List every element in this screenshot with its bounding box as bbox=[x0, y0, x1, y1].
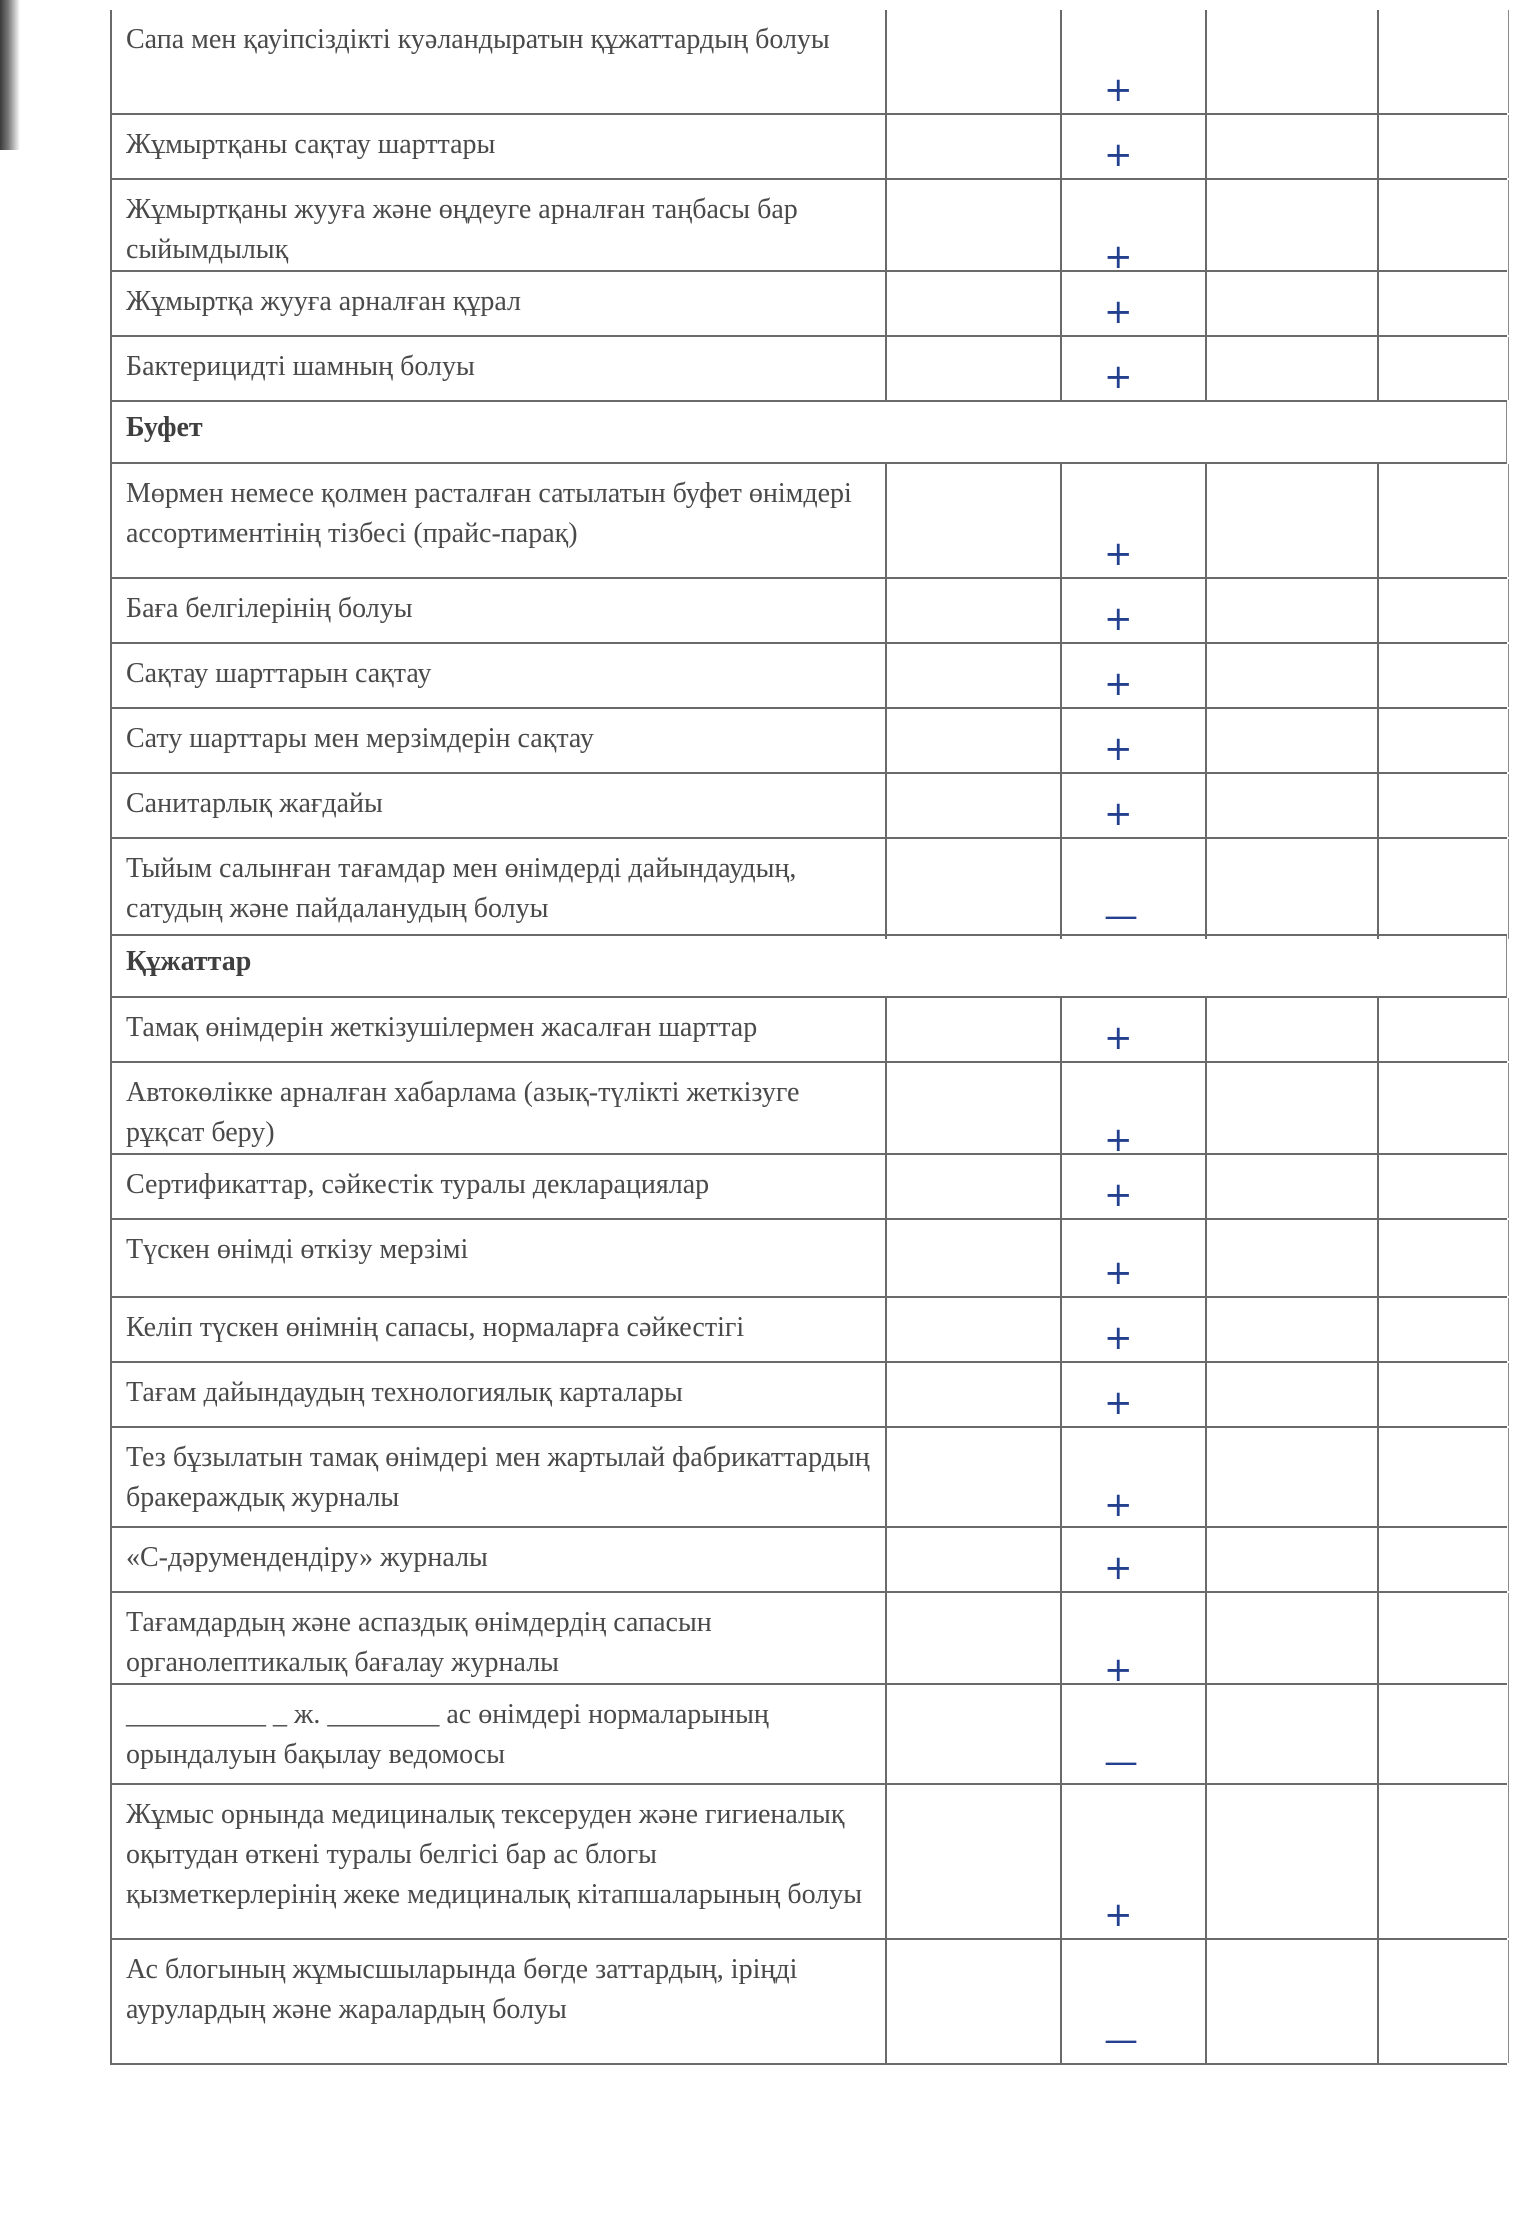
item-text: Келіп түскен өнімнің сапасы, нормаларға сәйкестігі bbox=[126, 1312, 745, 1343]
item-text: Тез бұзылатын тамақ өнімдері мен жартылай фабрикаттардың бракераждық журналы bbox=[126, 1442, 870, 1513]
empty-cell bbox=[1377, 1155, 1509, 1218]
empty-cell bbox=[1377, 1685, 1509, 1785]
empty-cell bbox=[885, 1363, 1060, 1426]
table-row bbox=[110, 1298, 1507, 1363]
table-row bbox=[110, 709, 1507, 774]
empty-cell bbox=[1377, 1940, 1509, 2063]
table-row bbox=[110, 839, 1507, 936]
section-heading: Буфет bbox=[110, 402, 1507, 464]
check-plus-mark: + bbox=[1104, 70, 1133, 110]
empty-cell bbox=[1377, 10, 1509, 113]
handwritten-mark-cell bbox=[1060, 644, 1205, 707]
empty-cell bbox=[885, 1220, 1060, 1296]
empty-cell bbox=[1377, 1428, 1509, 1528]
table-row bbox=[110, 998, 1507, 1063]
empty-cell bbox=[885, 1785, 1060, 1938]
empty-cell bbox=[1205, 1428, 1377, 1528]
empty-cell bbox=[1205, 1220, 1377, 1296]
check-plus-mark: + bbox=[1104, 1650, 1133, 1690]
handwritten-mark-cell bbox=[1060, 1298, 1205, 1361]
table-row bbox=[110, 1685, 1507, 1785]
empty-cell bbox=[885, 1063, 1060, 1163]
item-text: Жұмыртқаны жууға және өңдеуге арналған таңбасы бар сыйымдылық bbox=[126, 194, 798, 265]
empty-cell bbox=[1205, 1155, 1377, 1218]
table-row bbox=[110, 337, 1507, 402]
empty-cell bbox=[885, 464, 1060, 577]
empty-cell bbox=[1377, 180, 1509, 280]
check-plus-mark: + bbox=[1104, 237, 1133, 277]
empty-cell bbox=[1377, 115, 1509, 178]
empty-cell bbox=[1377, 644, 1509, 707]
dash-mark: — bbox=[1104, 2020, 1138, 2060]
empty-cell bbox=[1205, 839, 1377, 939]
empty-cell bbox=[885, 1593, 1060, 1693]
empty-cell bbox=[1377, 272, 1509, 335]
item-text: «С-дәрумендендіру» журналы bbox=[126, 1542, 488, 1573]
check-plus-mark: + bbox=[1104, 292, 1133, 332]
empty-cell bbox=[885, 1428, 1060, 1528]
item-text: __________ _ ж. ________ ас өнімдері нормаларының орындалуын бақылау ведомосы bbox=[126, 1699, 769, 1770]
empty-cell bbox=[1205, 1528, 1377, 1591]
handwritten-mark-cell bbox=[1060, 839, 1205, 939]
table-row bbox=[110, 272, 1507, 337]
item-text: Сақтау шарттарын сақтау bbox=[126, 658, 432, 689]
handwritten-mark-cell bbox=[1060, 1428, 1205, 1528]
empty-cell bbox=[1205, 644, 1377, 707]
empty-cell bbox=[1377, 998, 1509, 1061]
item-text: Тағамдардың және аспаздық өнімдердің сапасын органолептикалық бағалау журналы bbox=[126, 1607, 712, 1678]
empty-cell bbox=[1205, 1685, 1377, 1785]
empty-cell bbox=[1377, 1363, 1509, 1426]
handwritten-mark-cell bbox=[1060, 1363, 1205, 1426]
empty-cell bbox=[1377, 1593, 1509, 1693]
item-text: Түскен өнімді өткізу мерзімі bbox=[126, 1234, 469, 1265]
handwritten-mark-cell bbox=[1060, 1220, 1205, 1296]
section-heading: Құжаттар bbox=[110, 936, 1507, 998]
item-text: Бактерицидті шамның болуы bbox=[126, 351, 475, 382]
handwritten-mark-cell bbox=[1060, 579, 1205, 642]
empty-cell bbox=[885, 1155, 1060, 1218]
check-plus-mark: + bbox=[1104, 1318, 1133, 1358]
dash-mark: — bbox=[1104, 896, 1138, 936]
empty-cell bbox=[885, 998, 1060, 1061]
empty-cell bbox=[1205, 180, 1377, 280]
checklist-table bbox=[110, 10, 1507, 2065]
table-row bbox=[110, 1528, 1507, 1593]
item-text: Сапа мен қауіпсіздікті куәландыратын құжаттардың болуы bbox=[126, 24, 830, 55]
check-plus-mark: + bbox=[1104, 1485, 1133, 1525]
empty-cell bbox=[1377, 709, 1509, 772]
check-plus-mark: + bbox=[1104, 794, 1133, 834]
dash-mark: — bbox=[1104, 1742, 1138, 1782]
check-plus-mark: + bbox=[1104, 599, 1133, 639]
empty-cell bbox=[885, 180, 1060, 280]
empty-cell bbox=[1377, 464, 1509, 577]
handwritten-mark-cell bbox=[1060, 1785, 1205, 1938]
item-text: Тамақ өнімдерін жеткізушілермен жасалған шарттар bbox=[126, 1012, 758, 1043]
check-plus-mark: + bbox=[1104, 1120, 1133, 1160]
table-row bbox=[110, 1785, 1507, 1940]
item-text: Мөрмен немесе қолмен расталған сатылатын буфет өнімдері ассортиментінің тізбесі (прайс-парақ) bbox=[126, 478, 852, 549]
handwritten-mark-cell bbox=[1060, 115, 1205, 178]
empty-cell bbox=[1377, 1785, 1509, 1938]
table-row bbox=[110, 644, 1507, 709]
empty-cell bbox=[885, 709, 1060, 772]
table-row bbox=[110, 1428, 1507, 1528]
check-plus-mark: + bbox=[1104, 135, 1133, 175]
handwritten-mark-cell bbox=[1060, 1063, 1205, 1163]
table-row bbox=[110, 774, 1507, 839]
handwritten-mark-cell bbox=[1060, 1528, 1205, 1591]
empty-cell bbox=[885, 579, 1060, 642]
item-text: Ас блогының жұмысшыларында бөгде заттардың, іріңді аурулардың және жаралардың болуы bbox=[126, 1954, 798, 2025]
item-text: Баға белгілерінің болуы bbox=[126, 593, 413, 624]
empty-cell bbox=[1377, 337, 1509, 400]
empty-cell bbox=[885, 774, 1060, 837]
empty-cell bbox=[885, 10, 1060, 113]
table-row bbox=[110, 115, 1507, 180]
table-row bbox=[110, 579, 1507, 644]
empty-cell bbox=[885, 1940, 1060, 2063]
table-row bbox=[110, 1940, 1507, 2065]
item-text: Сертификаттар, сәйкестік туралы декларациялар bbox=[126, 1169, 710, 1200]
handwritten-mark-cell bbox=[1060, 774, 1205, 837]
empty-cell bbox=[885, 644, 1060, 707]
table-row bbox=[110, 464, 1507, 579]
handwritten-mark-cell bbox=[1060, 1155, 1205, 1218]
check-plus-mark: + bbox=[1104, 1253, 1133, 1293]
empty-cell bbox=[885, 115, 1060, 178]
empty-cell bbox=[1205, 709, 1377, 772]
empty-cell bbox=[1205, 464, 1377, 577]
empty-cell bbox=[1205, 1593, 1377, 1693]
handwritten-mark-cell bbox=[1060, 272, 1205, 335]
handwritten-mark-cell bbox=[1060, 1593, 1205, 1693]
empty-cell bbox=[1205, 115, 1377, 178]
scan-edge-shadow bbox=[0, 0, 20, 150]
empty-cell bbox=[885, 1685, 1060, 1785]
check-plus-mark: + bbox=[1104, 664, 1133, 704]
empty-cell bbox=[885, 839, 1060, 939]
item-text: Тағам дайындаудың технологиялық карталары bbox=[126, 1377, 683, 1408]
handwritten-mark-cell bbox=[1060, 1940, 1205, 2063]
empty-cell bbox=[1377, 579, 1509, 642]
empty-cell bbox=[1205, 337, 1377, 400]
empty-cell bbox=[1377, 1220, 1509, 1296]
empty-cell bbox=[1205, 579, 1377, 642]
handwritten-mark-cell bbox=[1060, 180, 1205, 280]
check-plus-mark: + bbox=[1104, 1018, 1133, 1058]
empty-cell bbox=[1377, 1298, 1509, 1361]
empty-cell bbox=[885, 337, 1060, 400]
table-row bbox=[110, 1220, 1507, 1298]
item-text: Жұмыртқаны сақтау шарттары bbox=[126, 129, 496, 160]
handwritten-mark-cell bbox=[1060, 1685, 1205, 1785]
empty-cell bbox=[1205, 1063, 1377, 1163]
check-plus-mark: + bbox=[1104, 534, 1133, 574]
table-row bbox=[110, 1063, 1507, 1160]
item-text: Санитарлық жағдайы bbox=[126, 788, 383, 819]
empty-cell bbox=[1205, 10, 1377, 113]
empty-cell bbox=[1205, 998, 1377, 1061]
check-plus-mark: + bbox=[1104, 1548, 1133, 1588]
empty-cell bbox=[1205, 272, 1377, 335]
item-text: Сату шарттары мен мерзімдерін сақтау bbox=[126, 723, 594, 754]
table-row bbox=[110, 1155, 1507, 1220]
item-text: Автокөлікке арналған хабарлама (азық-түлікті жеткізуге рұқсат беру) bbox=[126, 1077, 800, 1148]
empty-cell bbox=[1205, 1298, 1377, 1361]
check-plus-mark: + bbox=[1104, 1895, 1133, 1935]
check-plus-mark: + bbox=[1104, 729, 1133, 769]
handwritten-mark-cell bbox=[1060, 337, 1205, 400]
handwritten-mark-cell bbox=[1060, 464, 1205, 577]
empty-cell bbox=[1377, 839, 1509, 939]
table-row bbox=[110, 1363, 1507, 1428]
check-plus-mark: + bbox=[1104, 1175, 1133, 1215]
handwritten-mark-cell bbox=[1060, 998, 1205, 1061]
table-row bbox=[110, 180, 1507, 277]
empty-cell bbox=[885, 1298, 1060, 1361]
check-plus-mark: + bbox=[1104, 1383, 1133, 1423]
empty-cell bbox=[885, 1528, 1060, 1591]
item-text: Жұмыртқа жууға арналған құрал bbox=[126, 286, 521, 317]
item-text: Тыйым салынған тағамдар мен өнімдерді дайындаудың, сатудың және пайдаланудың болуы bbox=[126, 853, 797, 924]
empty-cell bbox=[885, 272, 1060, 335]
empty-cell bbox=[1377, 1528, 1509, 1591]
item-text: Жұмыс орнында медициналық тексеруден және гигиеналық оқытудан өткені туралы белгісі бар ас блогы қызметкерлерінің жеке медициналық кітапшаларының болуы bbox=[126, 1799, 863, 1910]
empty-cell bbox=[1377, 1063, 1509, 1163]
table-row bbox=[110, 10, 1507, 115]
handwritten-mark-cell bbox=[1060, 10, 1205, 113]
empty-cell bbox=[1205, 1940, 1377, 2063]
empty-cell bbox=[1205, 1363, 1377, 1426]
empty-cell bbox=[1205, 1785, 1377, 1938]
empty-cell bbox=[1377, 774, 1509, 837]
empty-cell bbox=[1205, 774, 1377, 837]
handwritten-mark-cell bbox=[1060, 709, 1205, 772]
table-row bbox=[110, 1593, 1507, 1690]
check-plus-mark: + bbox=[1104, 357, 1133, 397]
